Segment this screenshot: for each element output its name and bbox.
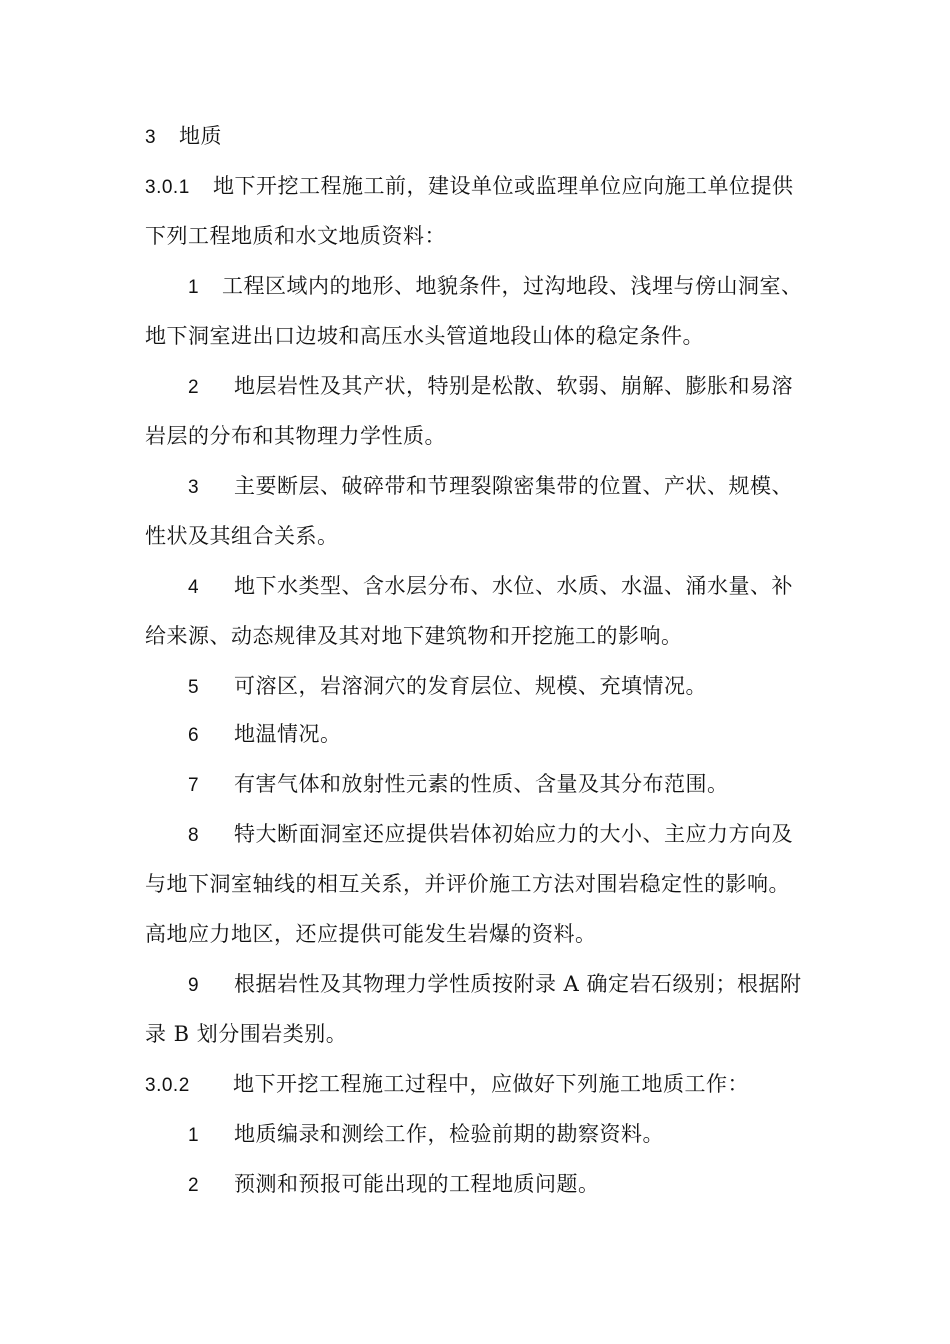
- item-text: 可溶区，岩溶洞穴的发育层位、规模、充填情况。: [234, 674, 707, 698]
- item-number: 1: [188, 1125, 200, 1146]
- item-text: 特大断面洞室还应提供岩体初始应力的大小、主应力方向及: [234, 822, 793, 846]
- item-text: 有害气体和放射性元素的性质、含量及其分布范围。: [234, 772, 729, 796]
- clause-301-item-4-cont: 给来源、动态规律及其对地下建筑物和开挖施工的影响。: [145, 624, 683, 648]
- clause-301-item-8-cont-1: 与地下洞室轴线的相互关系，并评价施工方法对围岩稳定性的影响。: [145, 872, 790, 896]
- clause-302-text-1: 地下开挖工程施工过程中，应做好下列施工地质工作：: [233, 1072, 749, 1096]
- item-text: 工程区域内的地形、地貌条件，过沟地段、浅埋与傍山洞室、: [222, 274, 803, 298]
- item-number: 2: [188, 377, 200, 398]
- clause-301-text-1: 地下开挖工程施工前，建设单位或监理单位应向施工单位提供: [213, 174, 794, 198]
- item-number: 8: [188, 825, 200, 846]
- clause-301-item-2-cont: 岩层的分布和其物理力学性质。: [145, 424, 446, 448]
- section-number: 3: [145, 127, 157, 148]
- section-heading: [145, 122, 222, 152]
- item-text: 根据岩性及其物理力学性质按附录 A 确定岩石级别；根据附: [234, 972, 802, 996]
- clause-302-item-2: [188, 1170, 600, 1200]
- item-number: 1: [188, 277, 200, 298]
- clause-301-item-1: [188, 272, 803, 302]
- clause-301-item-6: [188, 720, 342, 750]
- clause-301-item-4: [188, 572, 793, 602]
- clause-301-item-7: [188, 770, 729, 800]
- item-text: 地温情况。: [234, 722, 342, 746]
- clause-301-line-2: 下列工程地质和水文地质资料：: [145, 224, 446, 248]
- item-number: 6: [188, 725, 200, 746]
- item-number: 3: [188, 477, 200, 498]
- item-text: 主要断层、破碎带和节理裂隙密集带的位置、产状、规模、: [234, 474, 793, 498]
- item-text: 地质编录和测绘工作，检验前期的勘察资料。: [234, 1122, 664, 1146]
- clause-301-number: 3.0.1: [145, 177, 190, 198]
- clause-302-line-1: [145, 1070, 749, 1100]
- clause-301-item-3: [188, 472, 793, 502]
- item-number: 2: [188, 1175, 200, 1196]
- clause-301-item-1-cont: 地下洞室进出口边坡和高压水头管道地段山体的稳定条件。: [145, 324, 704, 348]
- item-number: 9: [188, 975, 200, 996]
- clause-301-item-5: [188, 672, 707, 702]
- clause-301-item-8: [188, 820, 793, 850]
- item-text: 地下水类型、含水层分布、水位、水质、水温、涌水量、补: [234, 574, 793, 598]
- item-number: 4: [188, 577, 200, 598]
- clause-301-item-9: [188, 970, 802, 1000]
- section-title: 地质: [179, 124, 222, 148]
- clause-301-item-9-cont: 录 B 划分围岩类别。: [145, 1022, 348, 1046]
- clause-302-item-1: [188, 1120, 664, 1150]
- item-text: 预测和预报可能出现的工程地质问题。: [234, 1172, 600, 1196]
- item-text: 地层岩性及其产状，特别是松散、软弱、崩解、膨胀和易溶: [234, 374, 793, 398]
- clause-301-item-2: [188, 372, 793, 402]
- clause-301-item-8-cont-2: 高地应力地区，还应提供可能发生岩爆的资料。: [145, 922, 597, 946]
- clause-302-number: 3.0.2: [145, 1075, 190, 1096]
- clause-301-line-1: [145, 172, 794, 202]
- item-number: 7: [188, 775, 200, 796]
- item-number: 5: [188, 677, 200, 698]
- clause-301-item-3-cont: 性状及其组合关系。: [145, 524, 339, 548]
